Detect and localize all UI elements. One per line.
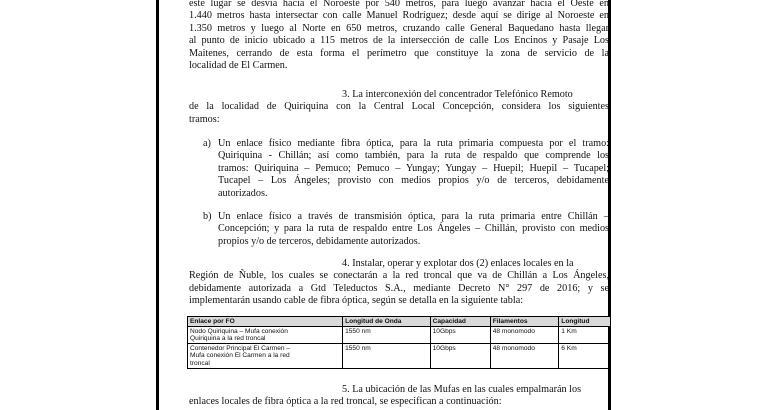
table-cell: 1 Km [559, 327, 611, 344]
text-line: este lugar se desvía hacia el Noroeste por 540 metros, para luego avanzar hacia el Oeste en [189, 0, 609, 9]
section-4-paragraph [189, 258, 609, 308]
text-line: tramos: [189, 113, 220, 125]
text-line: Tucapel – Los Ángeles; provisto con medios propios y/o de terceros, debidamente [218, 175, 609, 187]
cell-line: Quiriquina a la red troncal [190, 335, 266, 343]
text-line: 1.440 metros hasta intersectar con calle Manuel Rodríguez; desde aquí se dirige al Noroeste en [189, 10, 609, 22]
text-line: Maitenes, cerrando de esta forma el perímetro que constituye la zona de servicio de la [189, 47, 609, 59]
table-cell: 48 monomodo [490, 344, 559, 368]
perimeter-paragraph [189, 0, 609, 72]
text-line: Concepción; y para la ruta de respaldo entre Los Ángeles – Chillán, provisto con medios [218, 223, 609, 235]
text-line: autorizados. [218, 187, 268, 199]
text-line: Quiriquina - Chillán; así como también, para la ruta de respaldo que comprende los [218, 150, 609, 162]
section-4-heading-line: 4. Instalar, operar y explotar dos (2) enlaces locales en la [342, 258, 574, 269]
text-line: debidamente autorizada a Gtd Teleductos S.A., mediante Decreto N° 297 de 2016; y se [189, 282, 609, 294]
table-cell: 10Gbps [430, 327, 490, 344]
fiber-links-table [187, 316, 611, 369]
table-cell [188, 344, 343, 368]
text-line: Región de Ñuble, los cuales se conectarán a la red troncal que va de Chillán a Los Ángeles, [189, 270, 609, 282]
table-cell: 6 Km [559, 344, 611, 368]
table-row [188, 327, 611, 344]
section-3-heading-line: 3. La interconexión del concentrador Telefónico Remoto [342, 89, 573, 100]
table-cell: 1550 nm [343, 344, 431, 368]
table-cell [188, 327, 343, 344]
column-header: Longitud de Onda [343, 317, 431, 327]
text-line: al punto de inicio ubicado a 115 metros de la intersección de calle Los Encinos y Pasaje Los [189, 35, 609, 47]
cell-line: Mufa conexión El Carmen a la red [190, 352, 290, 360]
item-b-label: b) [203, 211, 212, 222]
cell-line: troncal [190, 359, 210, 367]
text-line: enlaces locales de fibra óptica a la red troncal, se especifican a continuación: [189, 396, 502, 408]
table-cell: 48 monomodo [490, 327, 559, 344]
item-b-paragraph [218, 211, 609, 248]
text-line: implementarán usando cable de fibra óptica, según se detalla en la siguiente tabla: [189, 295, 524, 307]
section-3-paragraph [189, 89, 609, 126]
table-header-row [188, 317, 611, 327]
column-header: Capacidad [430, 317, 490, 327]
column-header: Enlace por FO [188, 317, 343, 327]
section-5-heading-line: 5. La ubicación de las Mufas en las cuales empalmarán los [342, 384, 582, 395]
table-cell: 1550 nm [343, 327, 431, 344]
cell-line: Contenedor Principal El Carmen – [190, 344, 291, 352]
document-page [156, 0, 611, 410]
text-line: 1.350 metros y luego al Norte en 650 metros, cruzando calle General Baquedano hasta llegar [189, 22, 609, 34]
text-line: propios y/o de terceros, debidamente autorizados. [218, 235, 421, 247]
text-line: Un enlace físico mediante fibra óptica, para la ruta primaria compuesta por el tramo: [218, 138, 609, 149]
table-row [188, 344, 611, 368]
cell-line: Nodo Quiriquina – Mufa conexión [190, 327, 288, 335]
text-line: localidad de El Carmen. [189, 60, 288, 72]
table-cell: 10Gbps [430, 344, 490, 368]
item-a-label: a) [203, 138, 211, 149]
text-line: de la localidad de Quiriquina con la Central Local Concepción, considera los siguientes [189, 101, 609, 113]
text-line: Un enlace físico a través de transmisión óptica, para la ruta primaria entre Chillán – [218, 211, 609, 222]
section-5-paragraph [189, 384, 609, 409]
column-header: Filamentos [490, 317, 559, 327]
column-header: Longitud [559, 317, 611, 327]
text-line: tramos: Quiriquina – Pemuco; Pemuco – Yungay; Yungay – Huepil; Huepil – Tucapel; [218, 162, 609, 174]
item-a-paragraph [218, 138, 609, 200]
